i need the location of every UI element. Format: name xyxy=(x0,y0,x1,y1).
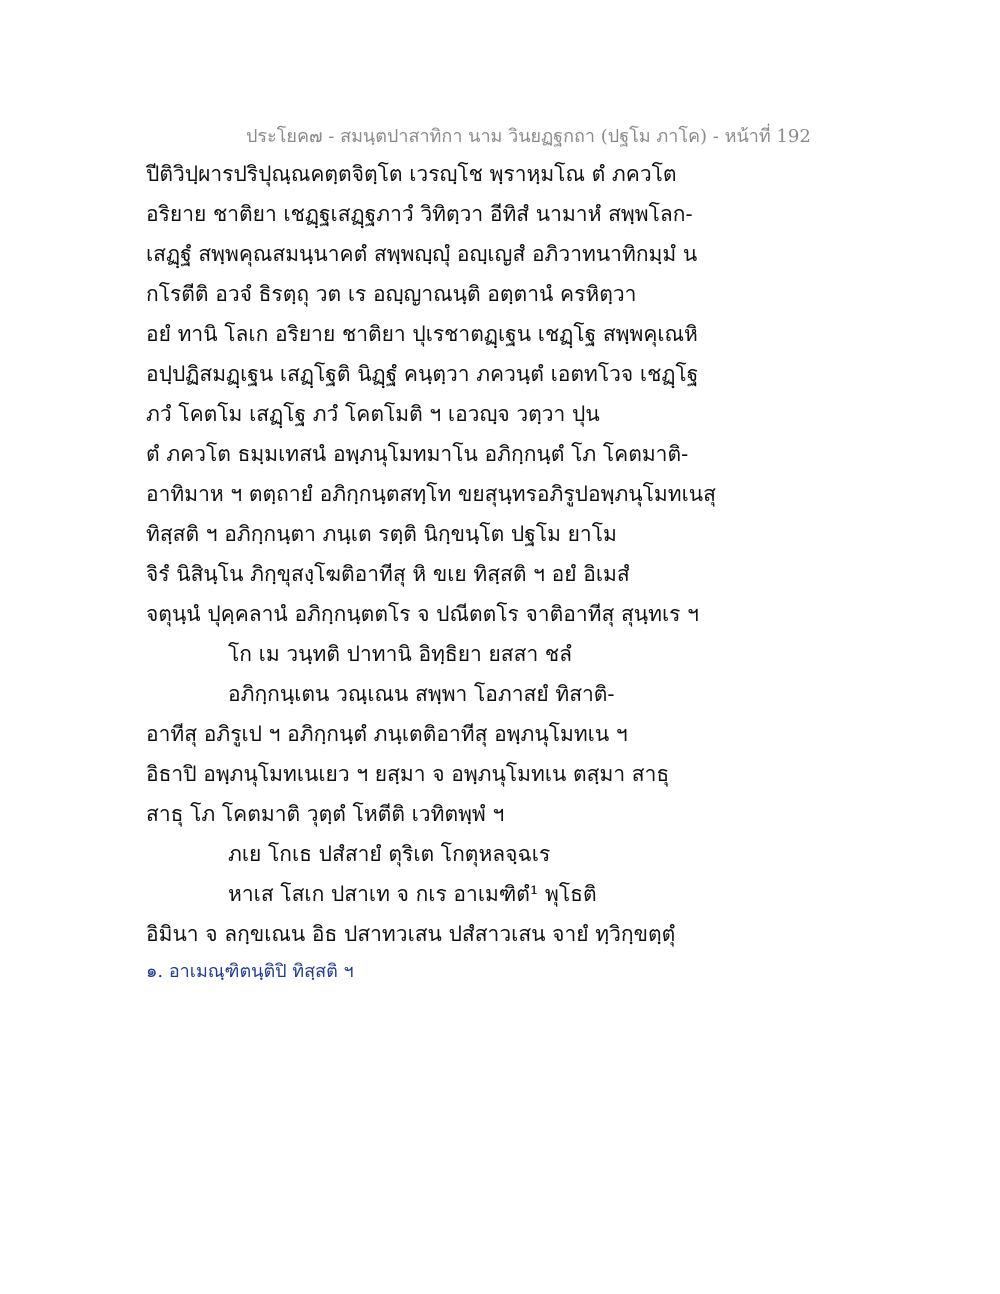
text-line: ภวํ โคตโม เสฏฺโฐ ภวํ โคตโมติ ฯ เอวญฺจ วตฺวา ปุน xyxy=(146,402,600,426)
text-line: จิรํ นิสินฺโน ภิกฺขุสงฺโฆติอาทีสุ หิ ขเย ทิสฺสติ ฯ อยํ อิเมสํ xyxy=(146,562,630,586)
verse-line: โก เม วนฺทติ ปาทานิ อิทฺธิยา ยสสา ชลํ xyxy=(228,642,573,666)
text-line: อาทิมาห ฯ ตตฺถายํ อภิกฺกนฺตสทฺโท ขยสุนฺทรอภิรูปอพฺภนุโมทเนสุ xyxy=(146,482,716,506)
page-header-text: ประโยค๗ - สมนฺตปาสาทิกา นาม วินยฏฐกถา (ปฐโม ภาโค) - หน้าที่ 192 xyxy=(246,126,811,147)
text-line: สาธุ โภ โคตมาติ วุตฺตํ โหตีติ เวทิตพฺพํ ฯ xyxy=(146,802,505,826)
text-line: กโรตีติ อวจํ ธิรตฺถุ วต เร อญฺญาณนฺติ อตฺตานํ ครหิตฺวา xyxy=(146,282,637,306)
text-line: อิธาปิ อพฺภนุโมทเนเยว ฯ ยสฺมา จ อพฺภนุโมทเน ตสฺมา สาธุ xyxy=(146,762,670,786)
text-line: อิมินา จ ลกฺขเณน อิธ ปสาทวเสน ปสํสาวเสน จายํ ทฺวิกฺขตฺตุํ xyxy=(146,922,676,946)
text-line: ทิสฺสติ ฯ อภิกฺกนฺตา ภนฺเต รตฺติ นิกฺขนฺโต ปฐโม ยาโม xyxy=(146,522,617,546)
verse-line: ภเย โกเธ ปสํสายํ ตุริเต โกตุหลจฺฉเร xyxy=(228,842,551,866)
text-line: อาทีสุ อภิรูเป ฯ อภิกฺกนฺตํ ภนฺเตติอาทีสุ อพฺภนุโมทเน ฯ xyxy=(146,722,628,746)
verse-line: อภิกฺกนฺเตน วณฺเณน สพฺพา โอภาสยํ ทิสาติ- xyxy=(228,682,615,706)
text-line: เสฏฺฐํ สพฺพคุณสมนฺนาคตํ สพฺพญฺญุํ อญฺเญสํ อภิวาทนาทิกมฺมํ น xyxy=(146,242,698,266)
text-line: อริยาย ชาติยา เชฏฺฐเสฏฺฐภาวํ วิทิตฺวา อีทิสํ นามาหํ สพฺพโลก- xyxy=(146,202,693,226)
footnote: ๑. อาเมณฺฑิตนฺติปิ ทิสฺสติ ฯ xyxy=(146,961,354,982)
text-line: ตํ ภควโต ธมฺมเทสนํ อพฺภนุโมทมาโน อภิกฺกนฺตํ โภ โคตมาติ- xyxy=(146,442,689,466)
text-line: อยํ ทานิ โลเก อริยาย ชาติยา ปุเรชาตฏฺเฐน เชฏฺโฐ สพฺพคุเณหิ xyxy=(146,322,698,346)
text-line: ปีติวิปฺผารปริปุณฺณคตฺตจิตฺโต เวรญฺโช พฺราหฺมโณ ตํ ภควโต xyxy=(146,162,677,186)
verse-line: หาเส โสเก ปสาเท จ กเร อาเมฑิตํ¹ พุโธติ xyxy=(228,882,597,906)
text-line: อปฺปฏิสมฏฺเฐน เสฏฺโฐติ นิฏฺฐํ คนฺตฺวา ภควนฺตํ เอตทโวจ เชฏฺโฐ xyxy=(146,362,699,386)
text-line: จตุนฺนํ ปุคฺคลานํ อภิกฺกนฺตตโร จ ปณีตตโร จาติอาทีสุ สุนฺทเร ฯ xyxy=(146,602,699,626)
